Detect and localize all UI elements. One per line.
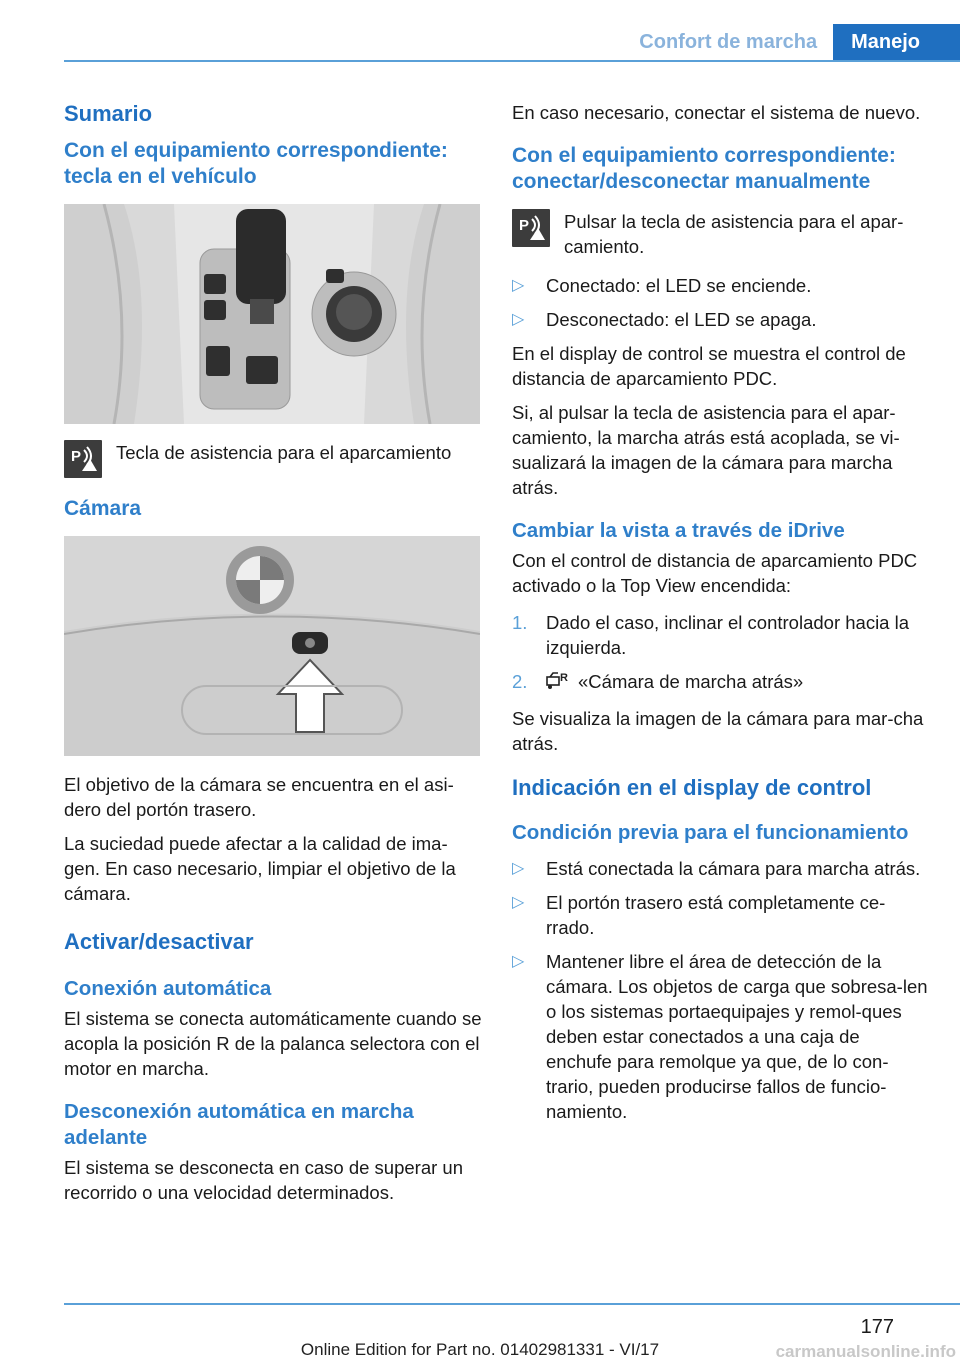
gear-console-photo (64, 204, 480, 424)
list-item: ▷ Desconectado: el LED se apaga. (512, 309, 817, 330)
footer-rule (64, 1303, 960, 1305)
heading-manual-toggle: Con el equipamiento correspondiente: conectar/desconectar manualmente (512, 144, 896, 193)
heading-activar: Activar/desactivar (64, 929, 254, 954)
svg-text:P: P (519, 217, 530, 234)
list-item: ▷ El portón trasero está completamente ce-rrado. (512, 892, 886, 938)
page-header (64, 24, 960, 62)
svg-text:R: R (560, 672, 568, 684)
paragraph-camera-shown: Se visualiza la imagen de la cámara para mar-cha atrás. (512, 708, 924, 754)
svg-text:P: P (71, 448, 82, 465)
paragraph-auto-disconnect: El sistema se desconecta en caso de superar un recorrido o una velocidad determinados. (64, 1157, 464, 1203)
parking-assist-button-row (64, 440, 482, 478)
heading-idrive-view: Cambiar la vista a través de iDrive (512, 519, 845, 542)
paragraph-dirt-warning: La suciedad puede afectar a la calidad de ima-gen. En caso necesario, limpiar el objetivo de la cámara. (64, 833, 456, 904)
section-title: Confort de marcha (639, 30, 818, 53)
bullet-triangle-icon: ▷ (512, 953, 525, 970)
paragraph-reverse-gear: Si, al pulsar la tecla de asistencia para el apar-camiento, la marcha atrás está acoplada, se vi-sualizará la imagen de la cámara para marcha atrás. (512, 402, 900, 498)
footer-edition: Online Edition for Part no. 01402981331 - VI/17 (300, 1340, 660, 1359)
page-number: 177 (860, 1316, 894, 1338)
manual-toggle-row (512, 209, 930, 259)
heading-precondition: Condición previa para el funcionamiento (512, 821, 909, 844)
watermark: carmanualsonline.info (775, 1342, 956, 1361)
heading-conexion: Conexión automática (64, 977, 272, 1000)
manual-toggle-text: Pulsar la tecla de asistencia para el apar-camiento. (564, 211, 904, 257)
paragraph-pdc-active: Con el control de distancia de aparcamiento PDC activado o la Top View encendida: (512, 550, 918, 596)
parking-assist-caption: Tecla de asistencia para el aparcamiento (116, 442, 452, 463)
bullet-triangle-icon: ▷ (512, 277, 525, 294)
bullet-triangle-icon: ▷ (512, 860, 525, 877)
list-item: 2. R «Cámara de marcha atrás» (512, 669, 930, 697)
paragraph-reconnect: En caso necesario, conectar el sistema de nuevo. (512, 102, 921, 123)
heading-equipment-button: Con el equipamiento correspondiente: tecla en el vehículo (64, 139, 448, 188)
heading-camara: Cámara (64, 497, 142, 520)
list-item: ▷ Conectado: el LED se enciende. (512, 275, 812, 296)
paragraph-display-pdc: En el display de control se muestra el control de distancia de aparcamiento PDC. (512, 343, 906, 389)
step-number: 1. (512, 612, 528, 633)
camera-symbol-icon (546, 669, 570, 697)
paragraph-auto-connect: El sistema se conecta automáticamente cuando se acopla la posición R de la palanca selectora con el motor en marcha. (64, 1008, 482, 1079)
heading-sumario: Sumario (64, 101, 153, 126)
step-number: 2. (512, 671, 528, 692)
heading-display-indication: Indicación en el display de control (512, 775, 872, 800)
right-column (512, 100, 930, 1133)
led-status-list (512, 273, 930, 332)
precondition-list (512, 856, 930, 1124)
rear-camera-photo (64, 536, 480, 756)
bullet-triangle-icon: ▷ (512, 894, 525, 911)
heading-desconexion: Desconexión automática en marcha adelante (64, 1100, 414, 1149)
list-item: 1. Dado el caso, inclinar el controlador hacia la izquierda. (512, 612, 910, 658)
left-column (64, 100, 482, 1214)
parking-assist-icon (64, 440, 102, 478)
list-item: ▷ Está conectada la cámara para marcha atrás. (512, 858, 921, 879)
parking-assist-icon (512, 209, 550, 247)
bullet-triangle-icon: ▷ (512, 311, 525, 328)
idrive-steps-list (512, 610, 930, 697)
paragraph-camera-location: El objetivo de la cámara se encuentra en el asi-dero del portón trasero. (64, 774, 454, 820)
chapter-tab: Manejo (833, 24, 960, 62)
list-item: ▷ Mantener libre el área de detección de la cámara. Los objetos de carga que sobresa-len o los sistemas portaequipajes y remol-ques deben estar conectados a una caja de enchufe para remolque ya que, de lo con-trario, pueden producirse fallos de funcio-namiento. (512, 951, 928, 1122)
